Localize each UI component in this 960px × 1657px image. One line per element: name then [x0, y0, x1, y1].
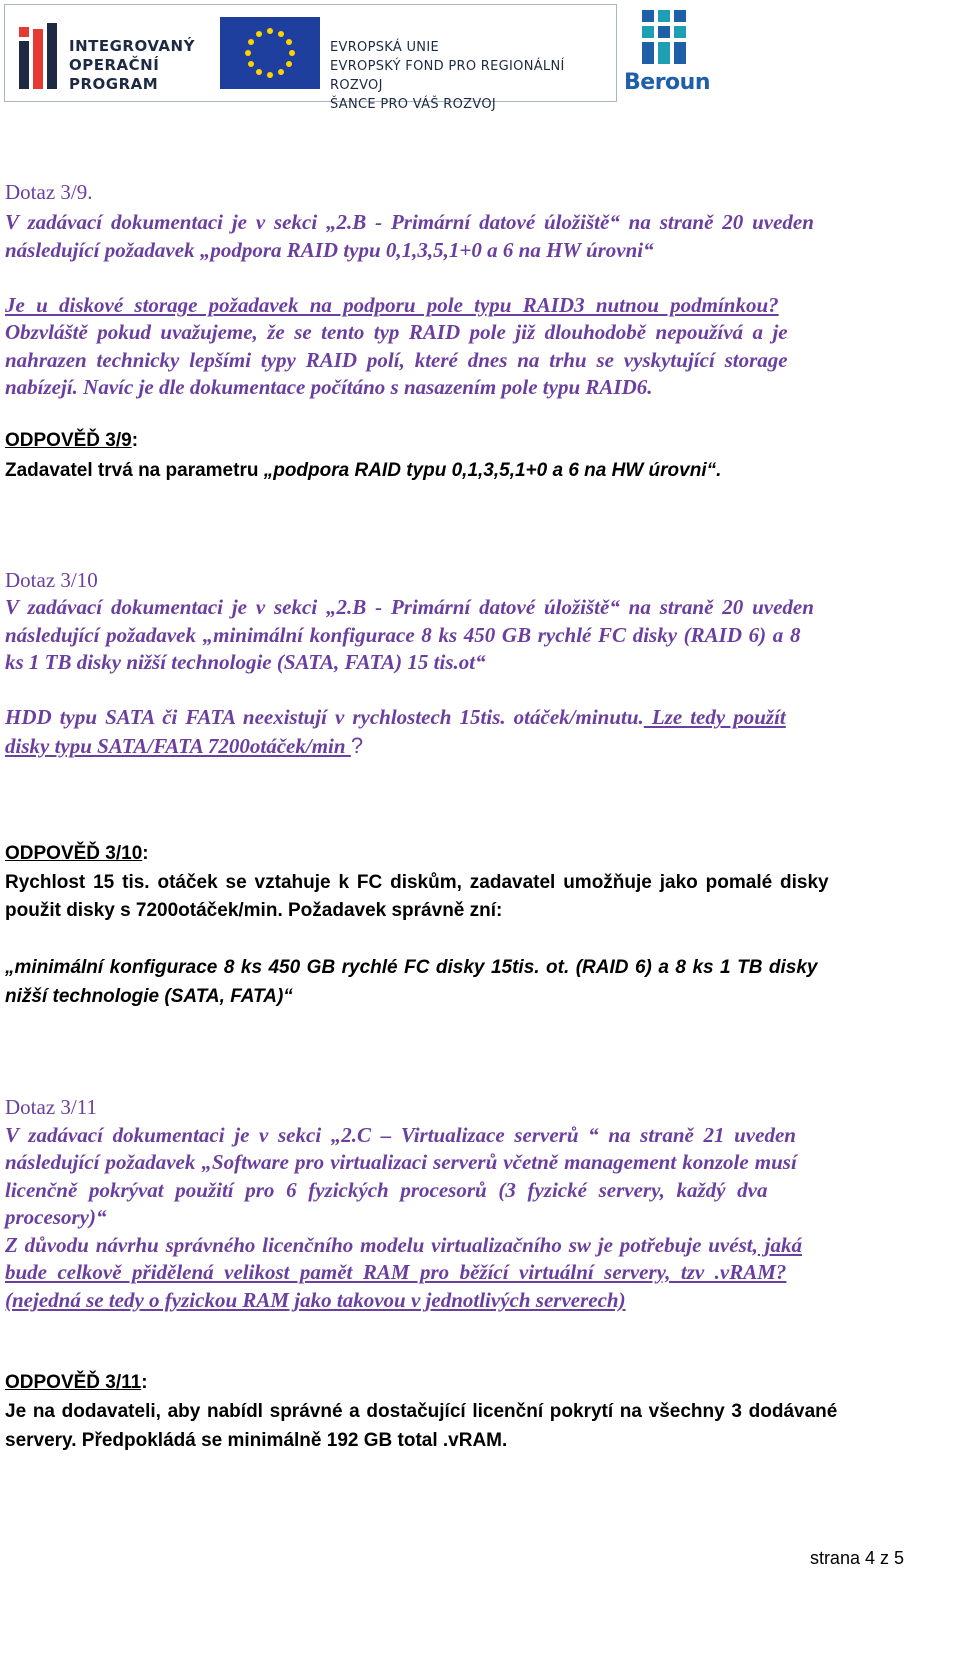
q9-answer-heading: ODPOVĚĎ 3/9:: [5, 430, 139, 451]
q10-answer-line-1: Rychlost 15 tis. otáček se vztahuje k FC diskům, zadavatel umožňuje jako pomalé disky: [5, 872, 829, 893]
iop-line-3: PROGRAM: [69, 75, 159, 93]
q11-answer-label: ODPOVĚĎ 3/11: [5, 1372, 142, 1393]
eu-text: [330, 38, 616, 114]
q10-answer-line-4: nižší technologie (SATA, FATA)“: [5, 986, 293, 1007]
q10-line-3: ks 1 TB disky nižší technologie (SATA, FATA) 15 tis.ot“: [5, 650, 486, 674]
q10-answer-line-2: použit disky s 7200otáček/min. Požadavek správně zní:: [5, 900, 503, 921]
q11-line-1: V zadávací dokumentaci je v sekci „2.C – Virtualizace serverů “ na straně 21 uveden: [5, 1123, 796, 1147]
q10-line-4-text: HDD typu SATA či FATA neexistují v rychlostech 15tis. otáček/minutu.: [5, 705, 644, 729]
q11-line-4: procesory)“: [5, 1205, 107, 1229]
beroun-logo: [624, 8, 708, 98]
q11-answer-heading: ODPOVĚĎ 3/11:: [5, 1372, 148, 1393]
beroun-text: Beroun: [624, 70, 710, 95]
q10-line-1: V zadávací dokumentaci je v sekci „2.B - Primární datové úložiště“ na straně 20 uveden: [5, 595, 814, 619]
q10-answer-label: ODPOVĚĎ 3/10: [5, 843, 143, 864]
q11-line-2: následující požadavek „Software pro virtualizaci serverů včetně management konzole musí: [5, 1150, 797, 1174]
q9-line-4: Obzvláště pokud uvažujeme, že se tento typ RAID pole již dlouhodobě nepoužívá a je: [5, 320, 788, 344]
q9-answer-prefix: Zadavatel trvá na parametru: [5, 460, 264, 481]
page-number: strana 4 z 5: [809, 1548, 904, 1568]
q11-title: Dotaz 3/11: [5, 1095, 97, 1119]
q11-line-5-text: Z důvodu návrhu správného licenčního modelu virtualizačního sw je potřebuje uvést,: [5, 1233, 758, 1257]
q9-answer-quote: „podpora RAID typu 0,1,3,5,1+0 a 6 na HW úrovni“.: [263, 460, 722, 481]
logo-banner: [4, 4, 617, 112]
q11-line-7: (nejedná se tedy o fyzickou RAM jako takovou v jednotlivých serverech): [5, 1288, 626, 1312]
q11-line-5: [5, 1233, 802, 1258]
q11-line-5-link: jaká: [757, 1233, 803, 1257]
q9-answer: [5, 460, 721, 482]
q9-line-1: [5, 210, 905, 235]
iop-text: [69, 37, 195, 94]
q9-line-5: nahrazen technicky lepšími typy RAID polí, které dnes na trhu se vyskytující storage: [5, 348, 788, 372]
q9-title: Dotaz 3/9.: [5, 180, 93, 204]
q9-answer-label: ODPOVĚĎ 3/9: [5, 430, 132, 451]
eu-line-3: ŠANCE PRO VÁŠ ROZVOJ: [330, 97, 497, 112]
q10-title: Dotaz 3/10: [5, 568, 98, 592]
iop-line-1: INTEGROVANÝ: [69, 37, 195, 55]
q10-question-mark: ?: [350, 733, 364, 758]
eu-line-1: EVROPSKÁ UNIE: [330, 40, 439, 55]
q11-answer-line-2: servery. Předpokládá se minimálně 192 GB total .vRAM.: [5, 1430, 508, 1451]
beroun-mark-icon: [624, 8, 708, 68]
q11-line-6: bude celkově přidělená velikost pamět RAM pro běžící virtuální servery, tzv .vRAM?: [5, 1260, 787, 1284]
q9-line-3: Je u diskové storage požadavek na podporu pole typu RAID3 nutnou podmínkou?: [5, 293, 779, 317]
eu-line-2: EVROPSKÝ FOND PRO REGIONÁLNÍ ROZVOJ: [330, 59, 565, 93]
q9-line-6: nabízejí. Navíc je dle dokumentace počítáno s nasazením pole typu RAID6.: [5, 375, 653, 399]
q10-line-4: [5, 705, 786, 730]
q9-line-2: následující požadavek „podpora RAID typu 0,1,3,5,1+0 a 6 na HW úrovni“: [5, 238, 654, 262]
q11-answer-line-1: Je na dodavateli, aby nabídl správné a dostačující licenční pokrytí na všechny 3 dodávané: [5, 1401, 838, 1422]
q10-line-2: následující požadavek „minimální konfigurace 8 ks 450 GB rychlé FC disky (RAID 6) a 8: [5, 623, 801, 647]
iop-logo: [19, 19, 195, 93]
q10-answer-line-3: „minimální konfigurace 8 ks 450 GB rychlé FC disky 15tis. ot. (RAID 6) a 8 ks 1 TB disky: [5, 957, 818, 978]
eu-flag-icon: [220, 17, 320, 89]
q11-line-3: licenčně pokrývat použití pro 6 fyzických procesorů (3 fyzické servery, každý dva: [5, 1178, 768, 1202]
q9-line-1-text: V zadávací dokumentaci je v sekci „2.B - Primární datové úložiště“ na straně 20 uveden: [5, 210, 814, 234]
q10-line-5: [5, 733, 363, 759]
q10-line-4-link: Lze tedy použít: [643, 705, 786, 729]
iop-mark-icon: [19, 23, 59, 89]
q10-line-5-text: disky typu SATA/FATA 7200otáček/min: [5, 734, 351, 758]
q10-answer-heading: ODPOVĚĎ 3/10:: [5, 843, 149, 864]
iop-line-2: OPERAČNÍ: [69, 56, 160, 74]
